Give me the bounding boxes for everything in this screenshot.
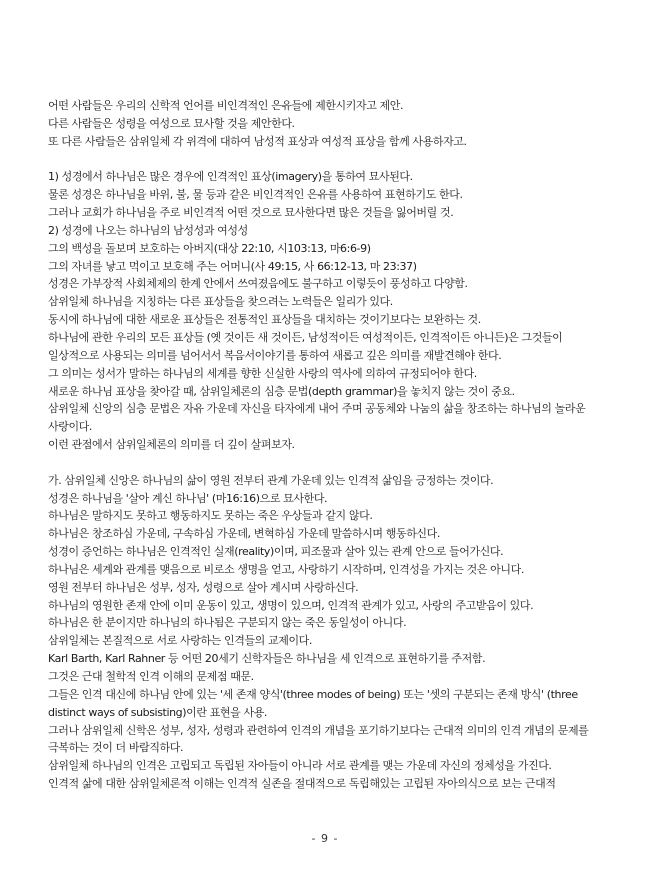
paragraph	[48, 97, 603, 151]
text-line: 그의 백성을 돌보며 보호하는 아버지(대상 22:10, 시103:13, 마6:6-9)	[48, 241, 371, 255]
text-line: 그 의미는 성서가 말하는 하나님의 세계를 향한 신실한 사랑의 역사에 의하여 규정되어야 한다.	[48, 366, 477, 380]
page-number: - 9 -	[311, 832, 339, 845]
text-line: 다른 사람들은 성령을 여성으로 묘사할 것을 제안한다.	[48, 116, 295, 130]
text-line: 어떤 사람들은 우리의 신학적 언어를 비인격적인 은유들에 제한시키자고 제안.	[48, 99, 404, 112]
text-line: 그것은 근대 철학적 인격 이해의 문제점 때문.	[48, 670, 254, 683]
paragraph-gap	[48, 151, 603, 169]
text-line: 삼위일체 하나님을 지칭하는 다른 표상들을 찾으려는 노력들은 일리가 있다.	[48, 295, 393, 309]
text-line: Karl Barth, Karl Rahner 등 어떤 20세기 신학자들은 하나님을 세 인격으로 표현하기를 주저함.	[48, 652, 486, 666]
paragraph-gap	[48, 454, 603, 472]
text-line: 또 다른 사람들은 삼위일체 각 위격에 대하여 남성적 표상과 여성적 표상을 함께 사용하자고.	[48, 134, 467, 148]
text-line: 하나님은 말하지도 못하고 행동하지도 못하는 죽은 우상들과 같지 않다.	[48, 509, 373, 523]
text-line: 2) 성경에 나오는 하나님의 남성성과 여성성	[48, 223, 248, 237]
text-line: 그의 자녀를 낳고 먹이고 보호해 주는 어머니(사 49:15, 사 66:12-13, 마 23:37)	[48, 259, 417, 273]
text-line: 삼위일체는 본질적으로 서로 사랑하는 인격들의 교제이다.	[48, 634, 313, 648]
text-line: 삼위일체 신앙의 심층 문법은 자유 가운데 자신을 타자에게 내어 주며 공동체와 나눔의 삶을 창조하는 하나님의 놀라운 사랑이다.	[48, 402, 586, 434]
text-line: 가. 삼위일체 신앙은 하나님의 삶이 영원 전부터 관계 가운데 있는 인격적 삶임을 긍정하는 것이다.	[48, 473, 494, 487]
text-line: 하나님의 영원한 존재 안에 이미 운동이 있고, 생명이 있으며, 인격적 관계가 있고, 사랑의 주고받음이 있다.	[48, 598, 534, 612]
text-line: 이런 관점에서 삼위일체론의 의미를 더 깊이 살펴보자.	[48, 438, 295, 452]
text-line: 물론 성경은 하나님을 바위, 불, 물 등과 같은 비인격적인 은유를 사용하여 표현하기도 한다.	[48, 188, 463, 202]
body-text	[48, 97, 603, 793]
text-line: 1) 성경에서 하나님은 많은 경우에 인격적인 표상(imagery)을 통하여 묘사된다.	[48, 170, 413, 184]
text-line: 성경은 하나님을 '살아 계신 하나님' (마16:16)으로 묘사한다.	[48, 491, 328, 505]
text-line: 인격적 삶에 대한 삼위일체론적 이해는 인격적 실존을 절대적으로 독립해있는 고립된 자아의식으로 보는 근대적	[48, 777, 556, 791]
text-line: 하나님은 창조하심 가운데, 구속하심 가운데, 변혁하심 가운데 말씀하시며 행동하신다.	[48, 527, 440, 541]
text-line: 성경은 가부장적 사회체제의 한계 안에서 쓰여졌음에도 불구하고 이렇듯이 풍성하고 다양함.	[48, 277, 468, 291]
paragraph	[48, 472, 603, 793]
text-line: 그러나 교회가 하나님을 주로 비인격적 어떤 것으로 묘사한다면 많은 것들을 잃어버릴 것.	[48, 206, 454, 220]
text-line: 새로운 하나님 표상을 찾아갈 때, 삼위일체론의 심층 문법(depth grammar)을 놓치지 않는 것이 중요.	[48, 384, 515, 398]
text-line: 그러나 삼위일체 신학은 성부, 성자, 성령과 관련하여 인격의 개념을 포기하기보다는 근대적 의미의 인격 개념의 문제를 극복하는 것이 더 바람직하다.	[48, 723, 589, 755]
text-line: 하나님에 관한 우리의 모든 표상들 (옛 것이든 새 것이든, 남성적이든 여성적이든, 인격적이든 아니든)은 그것들이 일상적으로 사용되는 의미를 넘어서서 복음서이야기를 통하여 새롭고 깊은 의미를 재발견해야 한다.	[48, 330, 563, 362]
text-line: 동시에 하나님에 대한 새로운 표상들은 전통적인 표상들을 대치하는 것이기보다는 보완하는 것.	[48, 313, 481, 327]
text-line: 하나님은 한 분이지만 하나님의 하나됨은 구분되지 않는 죽은 동일성이 아니다.	[48, 616, 407, 630]
text-line: 삼위일체 하나님의 인격은 고립되고 독립된 자아들이 아니라 서로 관계를 맺는 가운데 자신의 정체성을 가진다.	[48, 759, 552, 773]
text-line: 성경이 증언하는 하나님은 인격적인 실재(reality)이며, 피조물과 살아 있는 관계 안으로 들어가신다.	[48, 545, 504, 559]
paragraph	[48, 168, 603, 454]
text-line: 그들은 인격 대신에 하나님 안에 있는 '세 존재 양식'(three modes of being) 또는 '셋의 구분되는 존재 방식' (three distinct ways of subsisting)이란 표현을 사용.	[48, 687, 578, 719]
text-line: 하나님은 세계와 관계를 맺음으로 비로소 생명을 얻고, 사랑하기 시작하며, 인격성을 가지는 것은 아니다.	[48, 562, 524, 576]
text-line: 영원 전부터 하나님은 성부, 성자, 성령으로 살아 계시며 사랑하신다.	[48, 580, 359, 594]
